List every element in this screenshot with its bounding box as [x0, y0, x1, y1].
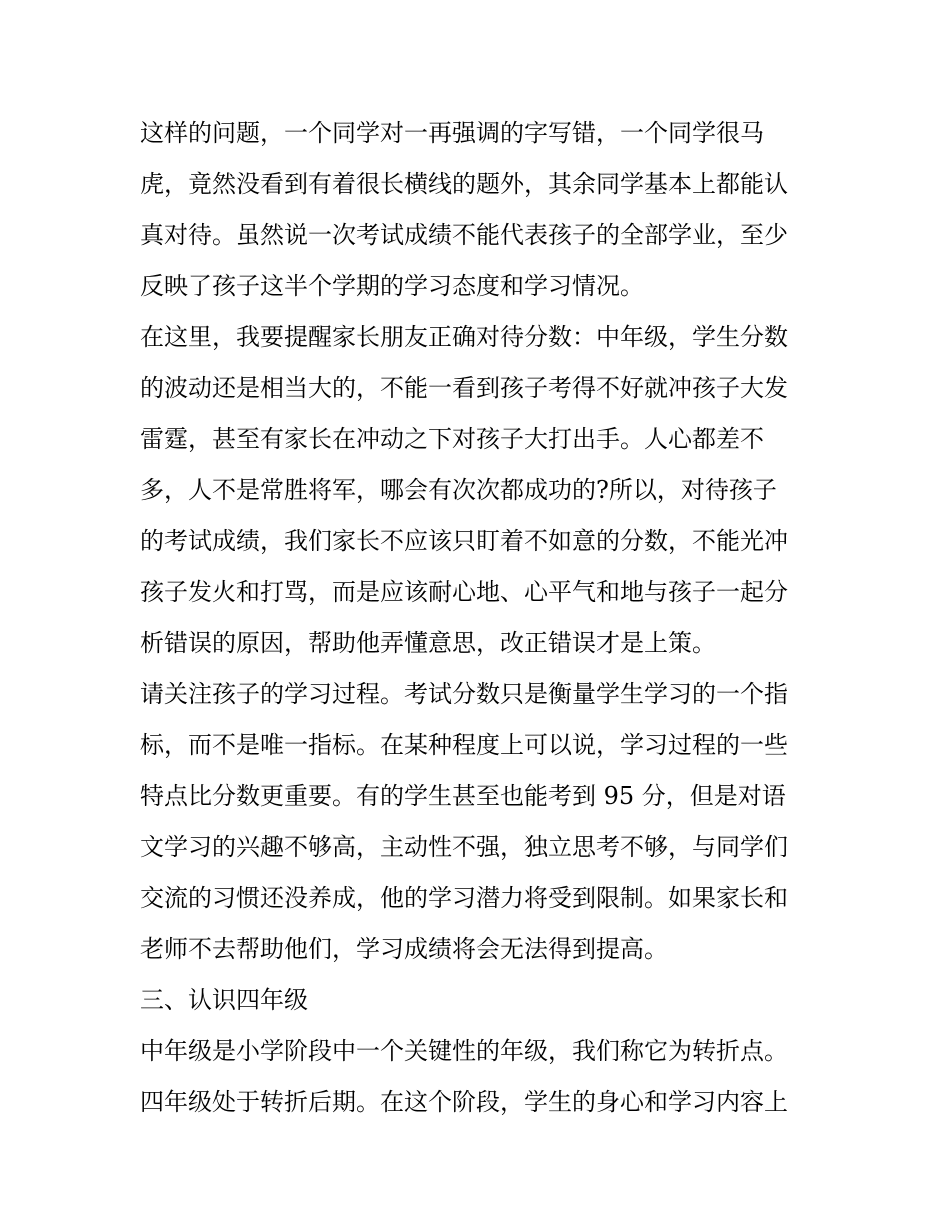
- text-line: 在这里，我要提醒家长朋友正确对待分数：中年级，学生分数: [140, 323, 788, 351]
- text-line: 交流的习惯还没养成，他的学习潜力将受到限制。如果家长和: [140, 884, 788, 912]
- text-line: 孩子发火和打骂，而是应该耐心地、心平气和地与孩子一起分: [140, 578, 788, 606]
- text-line: 老师不去帮助他们，学习成绩将会无法得到提高。: [140, 935, 668, 963]
- text-line: 析错误的原因，帮助他弄懂意思，改正错误才是上策。: [140, 629, 716, 657]
- text-line: 反映了孩子这半个学期的学习态度和学习情况。: [140, 272, 644, 300]
- text-line: 中年级是小学阶段中一个关键性的年级，我们称它为转折点。: [140, 1037, 788, 1065]
- text-line: 真对待。虽然说一次考试成绩不能代表孩子的全部学业，至少: [140, 221, 788, 249]
- text-line: 文学习的兴趣不够高，主动性不强，独立思考不够，与同学们: [140, 833, 788, 861]
- text-line: 四年级处于转折后期。在这个阶段，学生的身心和学习内容上: [140, 1088, 788, 1116]
- section-heading: 三、认识四年级: [140, 986, 308, 1014]
- text-line: 雷霆，甚至有家长在冲动之下对孩子大打出手。人心都差不: [140, 425, 764, 453]
- text-line: 标，而不是唯一指标。在某种程度上可以说，学习过程的一些: [140, 731, 788, 759]
- text-line: 特点比分数更重要。有的学生甚至也能考到 95 分，但是对语: [140, 782, 786, 810]
- text-line: 多，人不是常胜将军，哪会有次次都成功的?所以，对待孩子: [140, 476, 777, 504]
- text-line: 虎，竟然没看到有着很长横线的题外，其余同学基本上都能认: [140, 170, 788, 198]
- text-line: 请关注孩子的学习过程。考试分数只是衡量学生学习的一个指: [140, 680, 788, 708]
- text-line: 的波动还是相当大的，不能一看到孩子考得不好就冲孩子大发: [140, 374, 788, 402]
- text-line: 的考试成绩，我们家长不应该只盯着不如意的分数，不能光冲: [140, 527, 788, 555]
- document-body: [140, 108, 812, 1128]
- text-line: 这样的问题，一个同学对一再强调的字写错，一个同学很马: [140, 119, 764, 147]
